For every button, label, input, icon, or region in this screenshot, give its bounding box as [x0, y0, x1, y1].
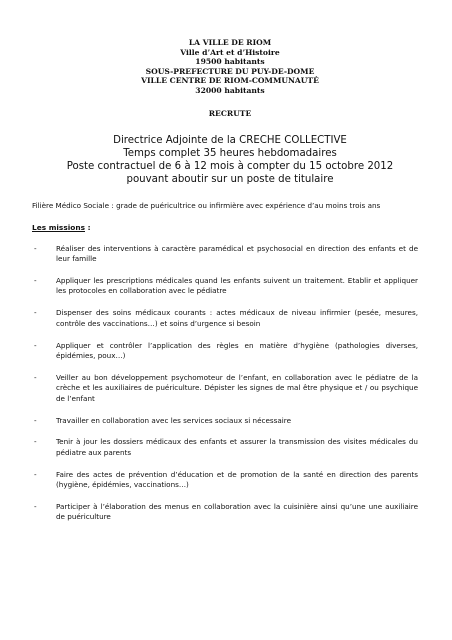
bullet-dash: -	[34, 340, 37, 350]
employer-header	[36, 38, 424, 96]
bullet-dash: -	[34, 372, 37, 382]
missions-heading-text: Les missions	[32, 223, 85, 233]
job-contract: Poste contractuel de 6 à 12 mois à compter du 15 octobre 2012	[66, 161, 394, 173]
header-community: VILLE CENTRE DE RIOM-COMMUNAUTÉ	[141, 76, 319, 86]
list-item	[32, 276, 418, 297]
bullet-dash: -	[34, 275, 37, 285]
header-city-label: Ville d’Art et d’Histoire	[180, 47, 280, 57]
mission-text: Dispenser des soins médicaux courants : actes médicaux de niveau infirmier (pesée, mesures, contrôle des vaccinations…) et soins d’urgence si besoin	[56, 308, 418, 328]
list-item	[32, 416, 418, 426]
mission-text: Participer à l’élaboration des menus en collaboration avec la cuisinière ainsi qu’une une auxiliaire de puériculture	[56, 502, 418, 522]
list-item	[32, 437, 418, 458]
bullet-dash: -	[34, 469, 37, 479]
list-item	[32, 341, 418, 362]
missions-heading	[32, 223, 424, 233]
recrute-label: RECRUTE	[208, 108, 252, 118]
list-item	[32, 308, 418, 329]
mission-text: Appliquer les prescriptions médicales quand les enfants suivent un traitement. Etablir et appliquer les protocoles en collaboration avec le pédiatre	[56, 275, 418, 296]
job-hours: Temps complet 35 heures hebdomadaires	[123, 147, 337, 159]
job-tenure: pouvant aboutir sur un poste de titulaire	[126, 174, 334, 186]
bullet-dash: -	[34, 415, 37, 425]
list-item	[32, 373, 418, 404]
header-city-name: LA VILLE DE RIOM	[188, 38, 272, 47]
mission-text: Veiller au bon développement psychomoteur de l’enfant, en collaboration avec le pédiatre de la crèche et les auxiliaires de puériculture. Dépister les signes de mal être physique et / ou psychique de l’enfant	[56, 372, 418, 403]
list-item	[32, 470, 418, 491]
missions-heading-colon: :	[85, 223, 91, 233]
missions-list	[32, 244, 424, 523]
header-community-population: 32000 habitants	[195, 85, 265, 95]
list-item	[32, 244, 418, 265]
mission-text: Tenir à jour les dossiers médicaux des enfants et assurer la transmission des visites médicales du pédiatre aux parents	[56, 437, 418, 457]
job-title: Directrice Adjointe de la CRECHE COLLECTIVE	[113, 134, 347, 146]
mission-text: Travailler en collaboration avec les services sociaux si nécessaire	[56, 415, 291, 425]
bullet-dash: -	[34, 502, 37, 512]
list-item	[32, 502, 418, 523]
bullet-dash: -	[34, 243, 37, 253]
header-city-population: 19500 habitants	[195, 57, 265, 67]
mission-text: Appliquer et contrôler l’application des règles en matière d’hygiène (pathologies diverses, épidémies, poux…)	[56, 340, 418, 360]
job-title-block	[36, 134, 424, 187]
bullet-dash: -	[34, 308, 37, 318]
bullet-dash: -	[34, 437, 37, 447]
header-subprefecture: SOUS-PREFECTURE DU PUY-DE-DOME	[145, 66, 315, 76]
filiere-paragraph: Filière Médico Sociale : grade de puéricultrice ou infirmière avec expérience d’au moins trois ans	[32, 200, 381, 210]
mission-text: Faire des actes de prévention d’éducation et de promotion de la santé en direction des parents (hygiène, épidémies, vaccinations…)	[56, 469, 418, 490]
mission-text: Réaliser des interventions à caractère paramédical et psychosocial en direction des enfants et de leur famille	[56, 243, 418, 263]
